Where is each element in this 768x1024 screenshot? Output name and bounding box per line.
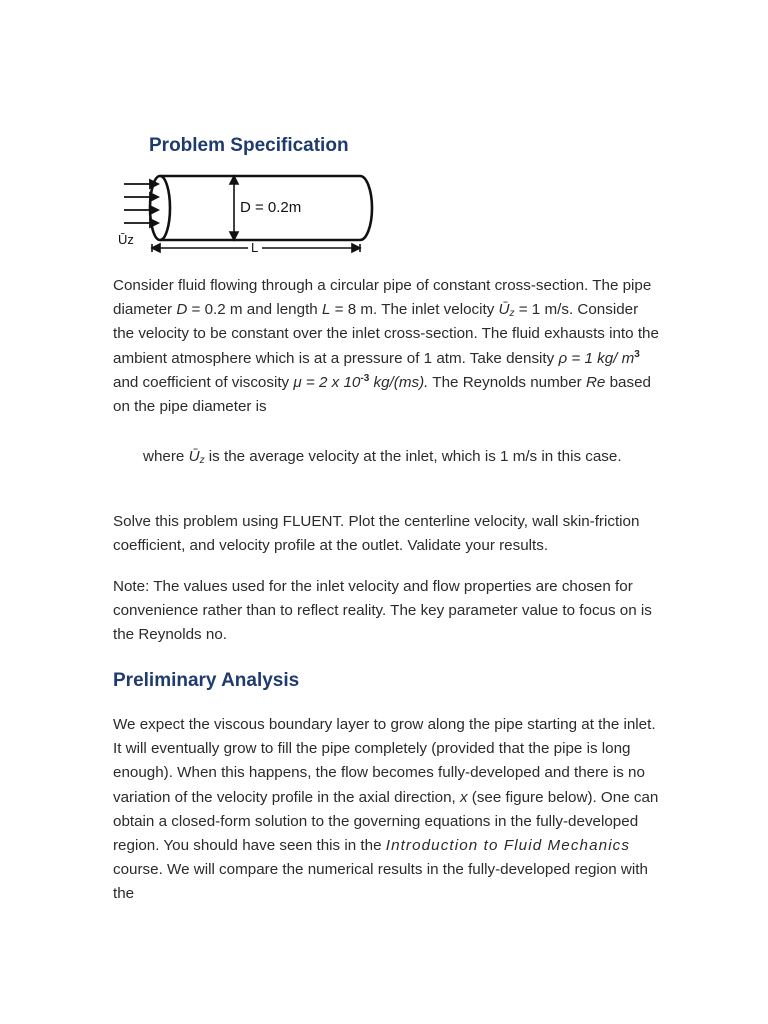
analysis-paragraph: We expect the viscous boundary layer to grow along the pipe starting at the inlet. It will eventually grow to fill the pipe completely (provided that the pipe is long enough). When this happens, the flow becomes fully-developed and there is no variation of the velocity profile in the axial direction, x (see figure below). One can obtain a closed-form solution to the governing equations in the fully-developed region. You should have seen this in the Introduction to Fluid Mechanics course. We will compare the numerical results in the fully-developed region with the [113,716,659,903]
length-label: L [251,240,259,255]
page-title: Problem Specification [149,135,349,156]
pipe-diagram [112,168,382,256]
problem-paragraph: Consider fluid flowing through a circular pipe of constant cross-section. The pipe diameter D = 0.2 m and length L = 8 m. The inlet velocity $Ū_z = 1$ m/s. Consider the velocity to be constant over the inlet cross-section. The fluid exhausts into the ambient atmosphere which is at a pressure of 1 atm. Take density ρ = 1 kg/ $m^3$ and coefficient of viscosity μ = 2 x $10^{-3}$ kg/(ms). The Reynolds number Re based on the pipe diameter is [113,277,659,416]
section-title: Preliminary Analysis [113,670,300,691]
note-paragraph: Note: The values used for the inlet velocity and flow properties are chosen for convenience rather than to reflect reality. The key parameter value to focus on is the Reynolds no. [113,578,652,644]
velocity-label: Ūz [118,232,134,247]
diameter-arrow [230,176,238,240]
inlet-arrows [124,180,158,227]
where-paragraph: where $Ū_z$ is the average velocity at the inlet, which is 1 m/s in this case. [143,448,622,466]
task-paragraph: Solve this problem using FLUENT. Plot the centerline velocity, wall skin-friction coefficient, and velocity profile at the outlet. Validate your results. [113,513,640,555]
diameter-label: D = 0.2m [240,199,302,216]
